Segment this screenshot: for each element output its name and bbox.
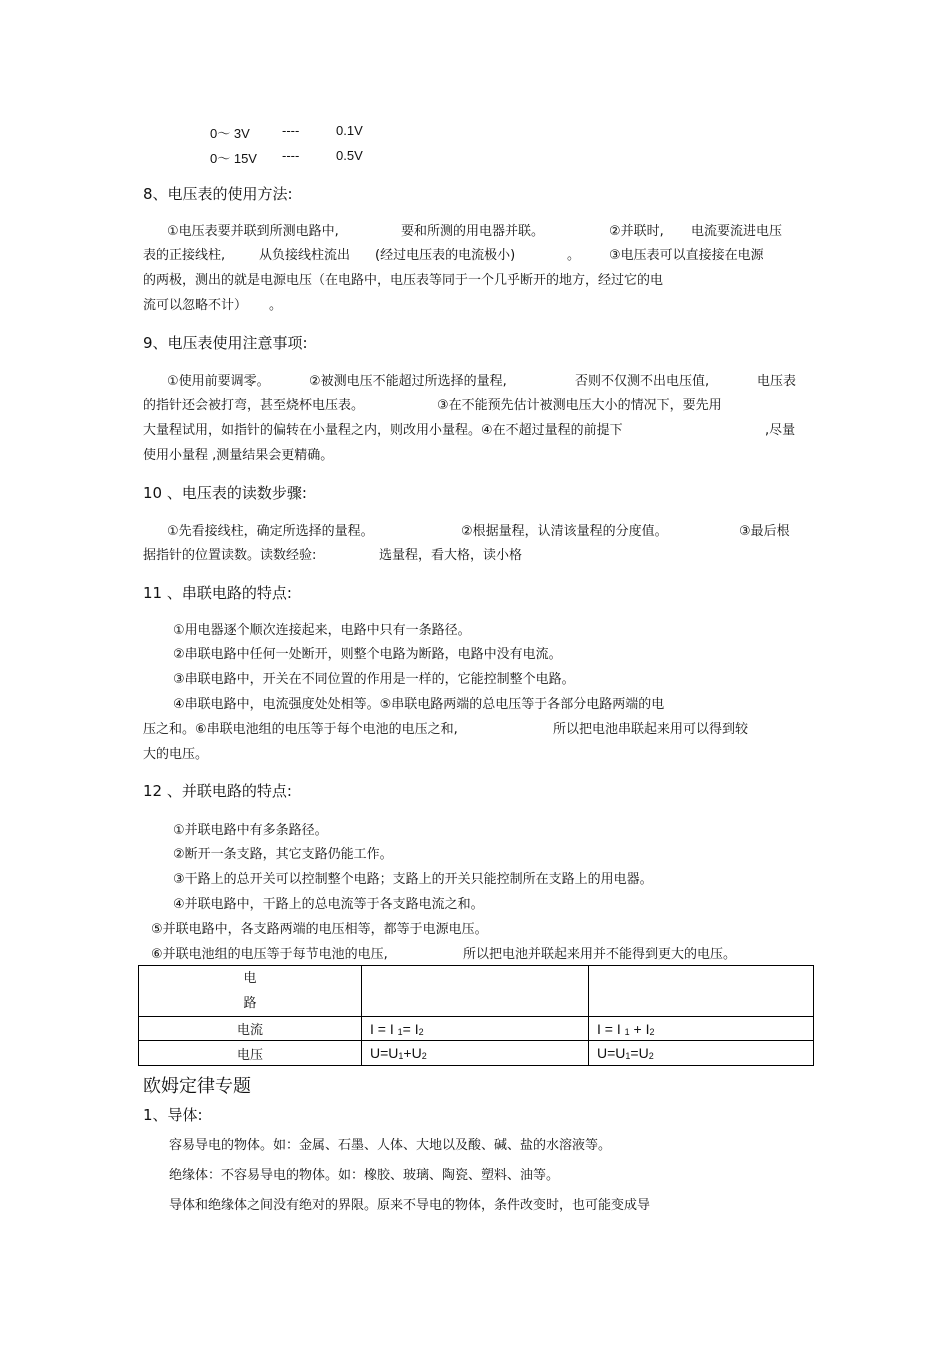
s12-text: ①并联电路中有多条路径。	[173, 823, 328, 838]
s8-text: ①电压表要并联到所测电路中,	[167, 224, 339, 239]
table-row	[139, 1041, 814, 1066]
s8-text: ②并联时,	[609, 224, 664, 239]
series-current-formula	[362, 1017, 589, 1041]
s11-text: ③串联电路中，开关在不同位置的作用是一样的，它能控制整个电路。	[173, 672, 575, 687]
s8-text: 。	[567, 248, 581, 263]
s9-text: 否则不仅测不出电压值,	[575, 374, 710, 389]
s8-text: 流可以忽略不计）	[143, 298, 248, 313]
formula-part: U=U	[597, 1045, 626, 1061]
s11-text: 大的电压。	[143, 747, 209, 762]
header-char: 电	[243, 971, 257, 986]
formula-part: +U	[403, 1045, 422, 1061]
s11-text: ④串联电路中，电流强度处处相等。⑤串联电路两端的总电压等于各部分电路两端的电	[173, 697, 665, 712]
section-9-heading: 9、电压表使用注意事项:	[143, 334, 308, 352]
series-header-cell	[362, 966, 589, 1017]
ohm-law-title: 欧姆定律专题	[143, 1076, 251, 1097]
circuit-comparison-table	[138, 965, 814, 1066]
formula-sub: 2	[649, 1026, 655, 1037]
s12-text: ②断开一条支路，其它支路仍能工作。	[173, 847, 393, 862]
s9-text: 使用小量程 ,测量结果会更精确。	[143, 448, 334, 463]
range-label: 0～ 15V	[210, 151, 257, 166]
s8-text: ③电压表可以直接接在电源	[609, 248, 764, 263]
formula-part: =U	[630, 1045, 649, 1061]
row-label: 电压	[139, 1041, 362, 1066]
table-row	[139, 1017, 814, 1041]
formula-sub: 2	[421, 1051, 427, 1061]
formula-part: I = I	[597, 1020, 621, 1037]
s11-text: 压之和。⑥串联电池组的电压等于每个电池的电压之和,	[143, 722, 458, 737]
header-char: 路	[243, 996, 257, 1011]
s10-text: ③最后根	[739, 524, 790, 539]
s12-text: 所以把电池并联起来用并不能得到更大的电压。	[463, 947, 737, 962]
parallel-current-formula	[589, 1017, 814, 1041]
table-header-cell	[139, 966, 362, 1017]
section-12-heading: 12 、并联电路的特点:	[143, 782, 292, 800]
s8-text: (经过电压表的电流极小)	[375, 248, 516, 263]
s10-text: ①先看接线柱，确定所选择的量程。	[167, 524, 374, 539]
row-label: 电流	[139, 1017, 362, 1041]
formula-sub: 1	[398, 1051, 404, 1061]
s9-text: ①使用前要调零。	[167, 374, 270, 389]
formula-sub: 2	[648, 1051, 654, 1061]
s8-text: 要和所测的用电器并联。	[401, 224, 545, 239]
ohm-section-1-heading: 1、导体:	[143, 1106, 203, 1124]
s8-text: 电流要流进电压	[691, 224, 783, 239]
s11-text: 所以把电池串联起来用可以得到较	[553, 722, 749, 737]
s12-text: ⑥并联电池组的电压等于每节电池的电压,	[151, 947, 388, 962]
s9-text: ,尽量	[765, 423, 796, 438]
formula-sub: 1	[397, 1026, 403, 1037]
s12-text: ⑤并联电路中，各支路两端的电压相等，都等于电源电压。	[151, 922, 488, 937]
s12-text: ③干路上的总开关可以控制整个电路；支路上的开关只能控制所在支路上的用电器。	[173, 872, 653, 887]
section-11-body	[143, 619, 823, 769]
table-header-row	[139, 966, 814, 1017]
series-voltage-formula	[362, 1041, 589, 1066]
parallel-header-cell	[589, 966, 814, 1017]
range-label: 0～ 3V	[210, 126, 250, 141]
s8-text: 从负接线柱流出	[259, 248, 351, 263]
formula-sub: 2	[418, 1026, 424, 1037]
range-value: 0.1V	[336, 123, 363, 138]
range-value: 0.5V	[336, 148, 363, 163]
s8-text: 。	[269, 298, 283, 313]
s9-text: 大量程试用，如指针的偏转在小量程之内，则改用小量程。④在不超过量程的前提下	[143, 423, 623, 438]
formula-part: = I	[402, 1020, 419, 1037]
formula-part: I = I	[370, 1020, 394, 1037]
s10-text: 据指针的位置读数。读数经验:	[143, 548, 317, 563]
section-12-body	[143, 819, 823, 969]
s11-text: ①用电器逐个顺次连接起来，电路中只有一条路径。	[173, 623, 471, 638]
section-9-body	[143, 370, 823, 470]
formula-sub: 1	[625, 1051, 631, 1061]
range-dash: ----	[282, 123, 300, 138]
ohm-line: 导体和绝缘体之间没有绝对的界限。原来不导电的物体，条件改变时，也可能变成导	[169, 1198, 651, 1213]
s10-text: 选量程，看大格，读小格	[379, 548, 523, 563]
section-8-heading: 8、电压表的使用方法:	[143, 185, 293, 203]
formula-part: U=U	[370, 1045, 399, 1061]
s9-text: ②被测电压不能超过所选择的量程,	[309, 374, 507, 389]
s8-text: 表的正接线柱,	[143, 248, 226, 263]
parallel-voltage-formula	[589, 1041, 814, 1066]
s11-text: ②串联电路中任何一处断开，则整个电路为断路，电路中没有电流。	[173, 647, 562, 662]
s9-text: ③在不能预先估计被测电压大小的情况下，要先用	[437, 398, 722, 413]
ohm-line: 容易导电的物体。如：金属、石墨、人体、大地以及酸、碱、盐的水溶液等。	[169, 1138, 612, 1153]
section-8-body	[143, 220, 823, 320]
s9-text: 的指针还会被打弯，甚至烧杯电压表。	[143, 398, 365, 413]
s9-text: 电压表	[757, 374, 797, 389]
section-10-heading: 10 、电压表的读数步骤:	[143, 484, 307, 502]
ohm-line: 绝缘体：不容易导电的物体。如：橡胶、玻璃、陶瓷、塑料、油等。	[169, 1168, 560, 1183]
s12-text: ④并联电路中，干路上的总电流等于各支路电流之和。	[173, 897, 484, 912]
formula-sub: 1	[624, 1026, 630, 1037]
section-11-heading: 11 、串联电路的特点:	[143, 584, 292, 602]
s8-text: 的两极，测出的就是电源电压（在电路中，电压表等同于一个几乎断开的地方，经过它的电	[143, 273, 664, 288]
range-dash: ----	[282, 148, 300, 163]
section-10-body	[143, 520, 823, 570]
formula-part: + I	[633, 1020, 650, 1037]
s10-text: ②根据量程，认清该量程的分度值。	[461, 524, 668, 539]
